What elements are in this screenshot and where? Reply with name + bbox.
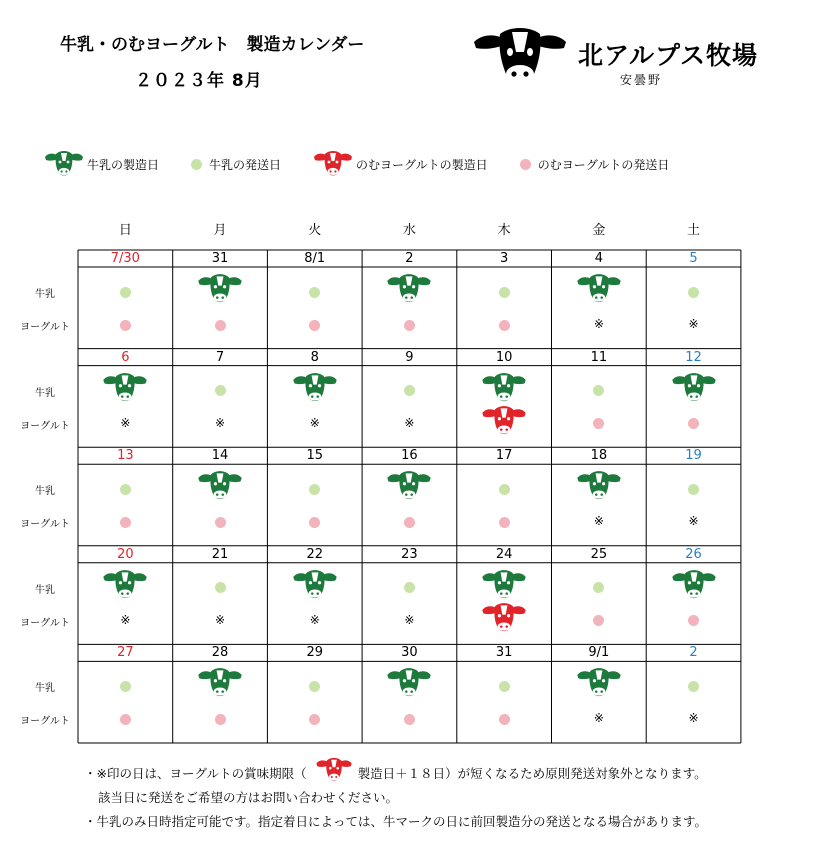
yogurt-ship-dot [404, 517, 415, 528]
cow-green-icon [197, 273, 243, 305]
yogurt-ship-dot [404, 714, 415, 725]
footnote-1 [84, 762, 707, 786]
weekday-header: 火 [308, 223, 322, 238]
date-number: 24 [495, 546, 513, 562]
date-number: 31 [211, 251, 229, 266]
weekday-header: 日 [118, 223, 132, 238]
milk-ship-dot [499, 681, 510, 692]
row-label-yogurt: ヨーグルト [20, 617, 70, 629]
cow-green-icon [197, 470, 243, 502]
excluded-mark: ※ [593, 317, 604, 331]
footnote-2: 該当日に発送をご希望の方はお問い合わせください。 [98, 790, 399, 805]
cow-green-icon [576, 273, 622, 305]
date-number: 16 [401, 448, 418, 464]
date-number: 9/1 [588, 645, 610, 661]
date-number: 20 [117, 546, 134, 562]
cow-green-icon [386, 667, 432, 699]
row-label-milk: 牛乳 [35, 683, 55, 695]
brand-sub: 安曇野 [620, 73, 663, 87]
milk-ship-dot [688, 484, 699, 495]
weekday-header: 水 [402, 223, 416, 238]
excluded-mark: ※ [309, 415, 320, 430]
footnote-1-post: 製造日＋１８日）が短くなるため原則発送対象外となります。 [357, 766, 707, 781]
date-number: 3 [500, 251, 509, 266]
legend-label: のむヨーグルトの発送日 [537, 157, 670, 172]
milk-ship-dot [499, 484, 510, 495]
date-number: 12 [685, 349, 702, 365]
milk-ship-dot [215, 385, 226, 396]
row-label-yogurt: ヨーグルト [20, 420, 70, 432]
date-number: 7/30 [110, 251, 140, 266]
date-number: 26 [685, 546, 702, 562]
yogurt-ship-dot [499, 320, 510, 331]
date-number: 2 [689, 645, 698, 661]
date-number: 11 [590, 349, 608, 365]
date-number: 15 [306, 448, 323, 464]
milk-ship-dot [120, 484, 131, 495]
excluded-mark: ※ [688, 317, 699, 331]
weekday-header: 木 [497, 223, 511, 238]
footnotes [84, 762, 707, 834]
yogurt-ship-dot [404, 320, 415, 331]
date-number: 25 [590, 546, 608, 562]
cow-green-icon [197, 667, 243, 699]
page-subtitle-month: ２０２３年 8月 [135, 71, 263, 91]
cow-green-icon [102, 372, 148, 404]
yogurt-ship-dot [120, 517, 131, 528]
milk-ship-dot [309, 484, 320, 495]
cow-green-icon [481, 569, 527, 601]
excluded-mark: ※ [404, 415, 415, 430]
footnote-3: ・牛乳のみ日時指定可能です。指定着日によっては、牛マークの日に前回製造分の発送となる場合があります。 [84, 814, 708, 829]
excluded-mark: ※ [309, 612, 320, 627]
excluded-mark: ※ [688, 711, 699, 726]
legend-label: のむヨーグルトの製造日 [356, 157, 488, 172]
excluded-mark: ※ [593, 514, 604, 529]
date-number: 17 [495, 448, 513, 464]
milk-ship-dot [309, 287, 320, 298]
row-label-yogurt: ヨーグルト [20, 322, 70, 333]
weekday-header: 土 [687, 223, 701, 238]
row-label-milk: 牛乳 [35, 584, 55, 596]
cow-green-icon [671, 372, 717, 404]
excluded-mark: ※ [688, 514, 699, 529]
yogurt-ship-dot [215, 517, 226, 528]
date-number: 10 [495, 349, 513, 365]
yogurt-ship-dot [215, 714, 226, 725]
date-number: 22 [306, 546, 323, 562]
row-label-yogurt: ヨーグルト [20, 519, 70, 531]
date-number: 4 [594, 251, 603, 266]
date-number: 29 [306, 645, 323, 661]
date-number: 28 [211, 645, 229, 661]
yogurt-ship-dot [215, 320, 226, 331]
date-number: 14 [211, 448, 229, 464]
cow-green-icon [481, 372, 527, 404]
date-number: 27 [117, 645, 134, 661]
milk-ship-dot [688, 287, 699, 298]
brand-name: 北アルプス牧場 [578, 41, 759, 70]
row-label-yogurt: ヨーグルト [20, 716, 70, 728]
excluded-mark: ※ [215, 415, 226, 430]
milk-ship-dot [120, 287, 131, 298]
date-number: 6 [121, 349, 130, 365]
date-number: 23 [401, 546, 418, 562]
yogurt-ship-dot [309, 517, 320, 528]
date-number: 9 [405, 349, 414, 365]
page-title: 牛乳・のむヨーグルト 製造カレンダー [60, 35, 365, 55]
cow-red-icon [481, 602, 527, 634]
row-label-milk: 牛乳 [35, 387, 55, 399]
milk-ship-dot [120, 681, 131, 692]
yogurt-ship-dot [120, 320, 131, 331]
legend-label: 牛乳の製造日 [87, 157, 160, 172]
row-label-milk: 牛乳 [35, 486, 55, 498]
cow-green-icon [671, 569, 717, 601]
cow-green-icon [386, 273, 432, 305]
date-number: 18 [590, 448, 608, 464]
milk-ship-dot [688, 681, 699, 692]
cow-green-icon [576, 667, 622, 699]
date-number: 21 [211, 546, 229, 562]
legend-label: 牛乳の発送日 [209, 157, 282, 172]
date-number: 7 [215, 349, 225, 365]
excluded-mark: ※ [120, 415, 131, 430]
milk-ship-dot [215, 582, 226, 593]
date-number: 19 [685, 448, 702, 464]
cow-green-icon [292, 372, 338, 404]
yogurt-ship-dot [120, 714, 131, 725]
milk-ship-dot [499, 287, 510, 298]
row-label-milk: 牛乳 [35, 289, 55, 300]
yogurt-ship-dot [309, 320, 320, 331]
excluded-mark: ※ [404, 612, 415, 627]
excluded-mark: ※ [593, 711, 604, 726]
cow-green-icon [292, 569, 338, 601]
milk-ship-dot [404, 385, 415, 396]
date-number: 2 [405, 251, 414, 266]
cow-red-icon [481, 405, 527, 437]
yogurt-ship-dot [499, 714, 510, 725]
yogurt-ship-dot [499, 517, 510, 528]
excluded-mark: ※ [215, 612, 226, 627]
date-number: 8 [310, 349, 319, 365]
date-number: 8/1 [304, 251, 326, 266]
date-number: 13 [117, 448, 134, 464]
weekday-header: 金 [592, 223, 606, 238]
cow-green-icon [576, 470, 622, 502]
cow-green-icon [102, 569, 148, 601]
footnote-1-pre: ・※印の日は、ヨーグルトの賞味期限（ [84, 766, 307, 781]
date-number: 5 [689, 251, 698, 266]
weekday-header: 月 [213, 223, 227, 238]
cow-green-icon [386, 470, 432, 502]
date-number: 30 [401, 645, 418, 661]
date-number: 31 [495, 645, 513, 661]
excluded-mark: ※ [120, 612, 131, 627]
